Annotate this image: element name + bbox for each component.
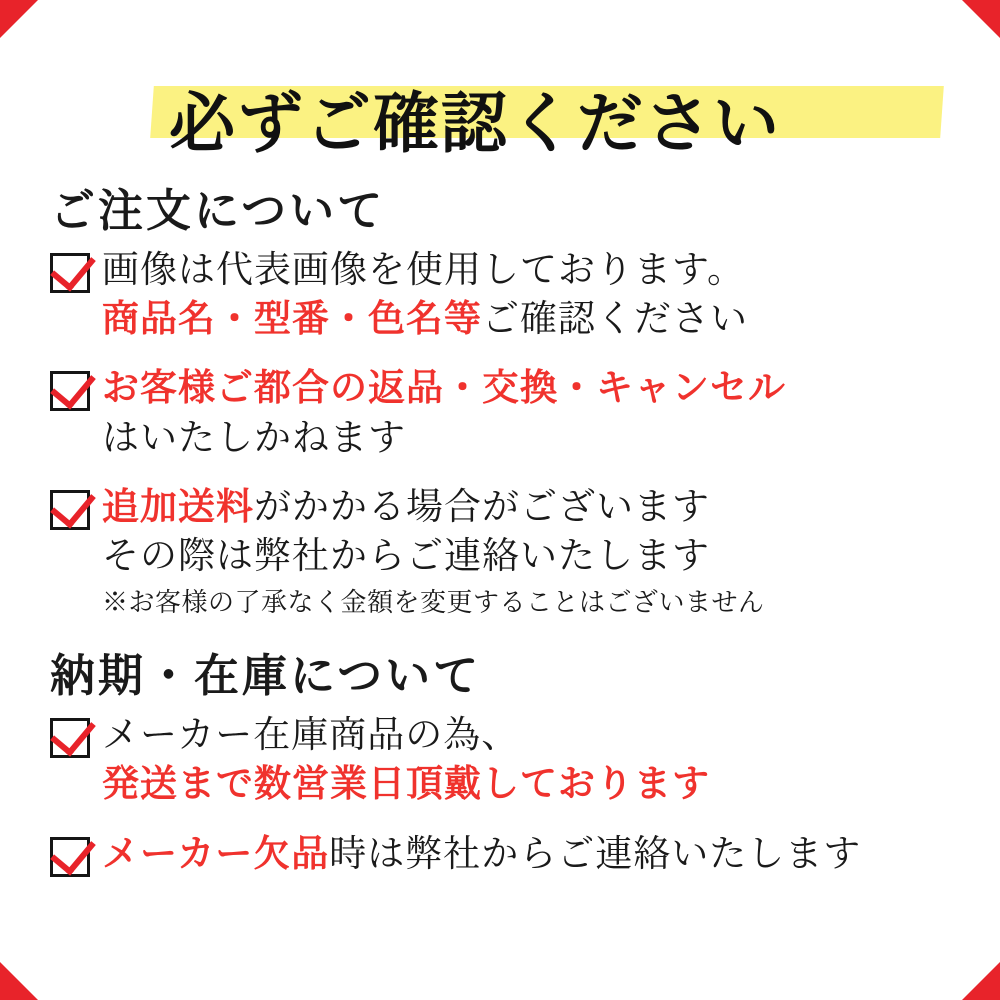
item-lines	[102, 710, 956, 808]
item-line: その際は弊社からご連絡いたします	[102, 534, 710, 578]
item-lines	[102, 245, 956, 343]
item-line	[102, 294, 956, 343]
item-line-black: がかかる場合がございます	[254, 484, 710, 528]
item-line: 画像は代表画像を使用しております。	[102, 248, 746, 291]
list-item	[50, 482, 956, 619]
check-icon	[50, 253, 90, 293]
item-line-red: 商品名・型番・色名等	[102, 296, 482, 341]
list-item	[50, 245, 956, 343]
section-heading-orders: ご注文について	[50, 184, 386, 237]
page-title	[44, 46, 956, 162]
item-line-red: 追加送料	[102, 483, 254, 528]
item-line-black: ご確認ください	[482, 297, 748, 341]
item-line	[102, 482, 956, 531]
list-item	[50, 363, 956, 461]
item-lines	[102, 363, 956, 461]
section-heading-delivery: 納期・在庫について	[50, 649, 482, 703]
item-line-black: 時は弊社からご連絡いたします	[329, 831, 862, 875]
check-icon	[50, 490, 90, 530]
item-note: ※お客様の了承なく金額を変更することはございません	[102, 588, 765, 619]
check-icon	[50, 371, 90, 411]
list-item	[50, 829, 956, 878]
item-line: はいたしかねます	[102, 415, 406, 459]
item-line: メーカー在庫商品の為、	[102, 713, 520, 757]
list-item	[50, 710, 956, 808]
item-line: お客様ご都合の返品・交換・キャンセル	[102, 365, 786, 410]
item-lines	[102, 829, 956, 878]
title-text: 必ずご確認ください	[169, 84, 781, 162]
check-icon	[50, 837, 90, 877]
check-icon	[50, 718, 90, 758]
item-line-red: メーカー欠品	[102, 830, 330, 875]
item-lines	[102, 482, 956, 619]
item-line: 発送まで数営業日頂戴しております	[102, 761, 710, 806]
item-line	[102, 829, 956, 878]
